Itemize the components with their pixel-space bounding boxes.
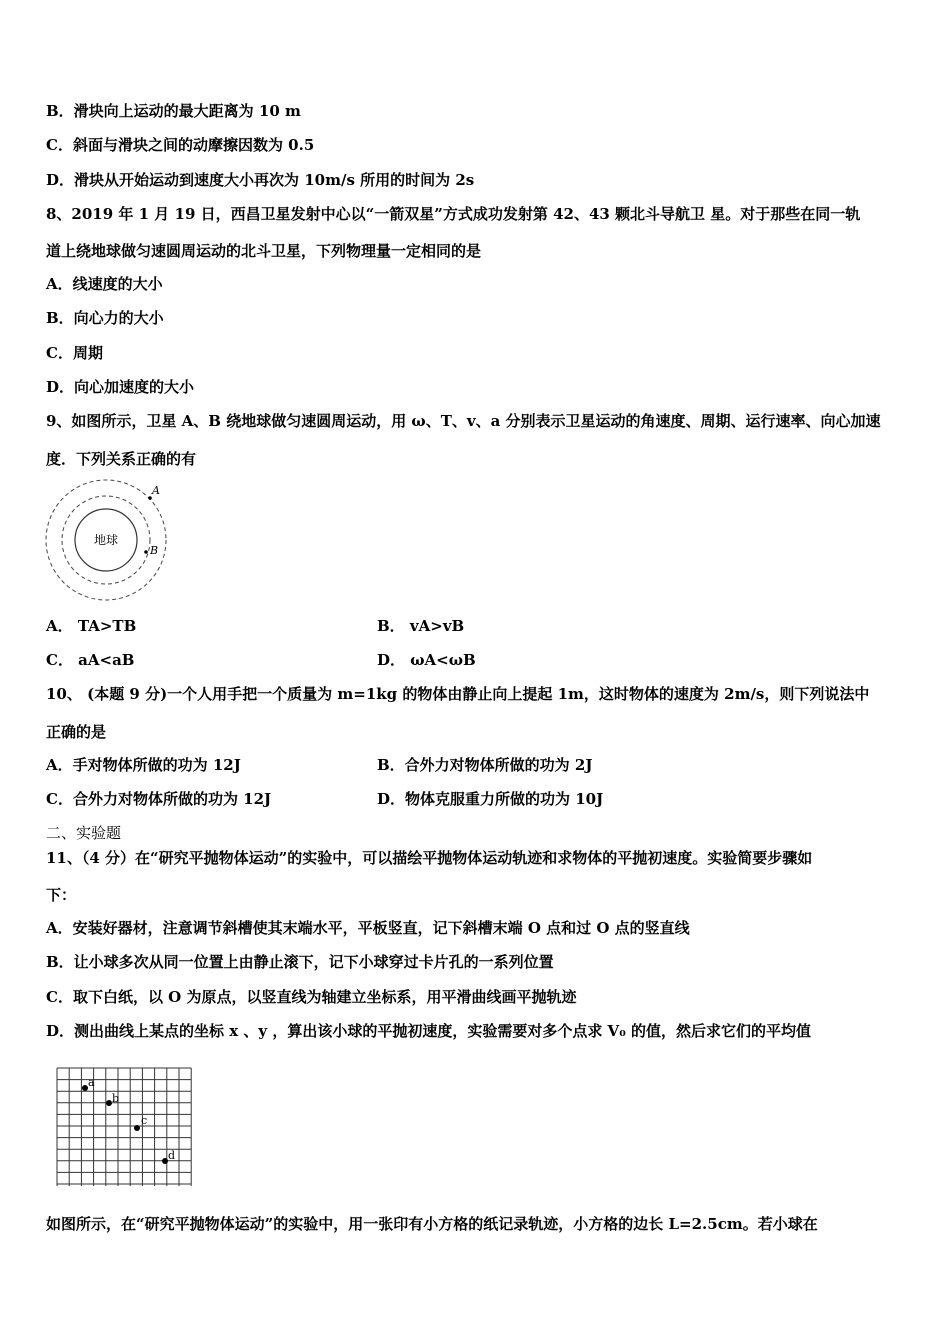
- grid-lines: [57, 1068, 191, 1186]
- q10-option-a: A．手对物体所做的功为 12J: [46, 756, 241, 774]
- q11-step-c: C．取下白纸，以 O 为原点，以竖直线为轴建立坐标系，用平滑曲线画平抛轨迹: [46, 988, 577, 1006]
- q9-option-d: D． ωA<ωB: [377, 651, 476, 669]
- q10-stem-line1: 10、 (本题 9 分)一个人用手把一个质量为 m=1kg 的物体由静止向上提起 1m，这时物体的速度为 2m/s，则下列说法中: [46, 685, 870, 703]
- q11-last-line: 如图所示，在“研究平抛物体运动”的实验中，用一张印有小方格的纸记录轨迹，小方格的边长 L=2.5cm。若小球在: [46, 1215, 818, 1233]
- q7-option-c: C．斜面与滑块之间的动摩擦因数为 0.5: [46, 136, 315, 154]
- point-c-label: c: [141, 1114, 148, 1127]
- q8-option-d: D．向心加速度的大小: [46, 378, 195, 396]
- earth-label: 地球: [93, 533, 119, 547]
- q9-option-c: C． aA<aB: [46, 651, 135, 669]
- satellite-a-label: A: [152, 484, 160, 497]
- point-b-label: b: [112, 1092, 120, 1105]
- q9-option-b: B． vA>vB: [377, 617, 465, 635]
- q8-option-b: B．向心力的大小: [46, 309, 164, 327]
- q8-stem-line2: 道上绕地球做匀速圆周运动的北斗卫星，下列物理量一定相同的是: [46, 242, 482, 260]
- q9-option-a: A． TA>TB: [46, 617, 137, 635]
- q8-option-a: A．线速度的大小: [46, 275, 163, 293]
- satellite-b-dot: [144, 550, 148, 554]
- orbit-diagram: [40, 476, 175, 604]
- grid-diagram: [55, 1066, 195, 1190]
- satellite-b-label: B: [150, 544, 159, 557]
- q10-option-c: C．合外力对物体所做的功为 12J: [46, 790, 272, 808]
- q8-option-c: C．周期: [46, 344, 103, 362]
- q10-option-b: B．合外力对物体所做的功为 2J: [377, 756, 593, 774]
- section-title: 二、实验题: [46, 824, 122, 842]
- point-d-label: d: [168, 1149, 176, 1162]
- q8-stem-line1: 8、2019 年 1 月 19 日，西昌卫星发射中心以“一箭双星”方式成功发射第 42、43 颗北斗导航卫 星。对于那些在同一轨: [46, 205, 861, 223]
- point-c: [134, 1125, 140, 1131]
- trajectory-points: [82, 1076, 175, 1164]
- q11-step-a: A．安装好器材，注意调节斜槽使其末端水平，平板竖直，记下斜槽末端 O 点和过 O 点的竖直线: [46, 919, 690, 937]
- q11-stem-line2: 下：: [46, 886, 77, 904]
- q7-option-b: B．滑块向上运动的最大距离为 10 m: [46, 102, 301, 120]
- q11-step-d: D．测出曲线上某点的坐标 x 、y ，算出该小球的平抛初速度，实验需要对多个点求 V₀ 的值，然后求它们的平均值: [46, 1022, 811, 1040]
- q9-stem-line2: 度．下列关系正确的有: [46, 450, 197, 468]
- q11-step-b: B．让小球多次从同一位置上由静止滚下，记下小球穿过卡片孔的一系列位置: [46, 953, 554, 971]
- q10-option-d: D．物体克服重力所做的功为 10J: [377, 790, 604, 808]
- q11-stem-line1: 11、（4 分）在“研究平抛物体运动”的实验中，可以描绘平抛物体运动轨迹和求物体的平抛初速度。实验简要步骤如: [46, 849, 813, 867]
- q7-option-d: D．滑块从开始运动到速度大小再次为 10m/s 所用的时间为 2s: [46, 171, 475, 189]
- q10-stem-line2: 正确的是: [46, 723, 107, 741]
- point-a-label: a: [88, 1076, 95, 1089]
- q9-stem-line1: 9、如图所示，卫星 A、B 绕地球做匀速圆周运动，用 ω、T、v、a 分别表示卫星运动的角速度、周期、运行速率、向心加速: [46, 412, 881, 430]
